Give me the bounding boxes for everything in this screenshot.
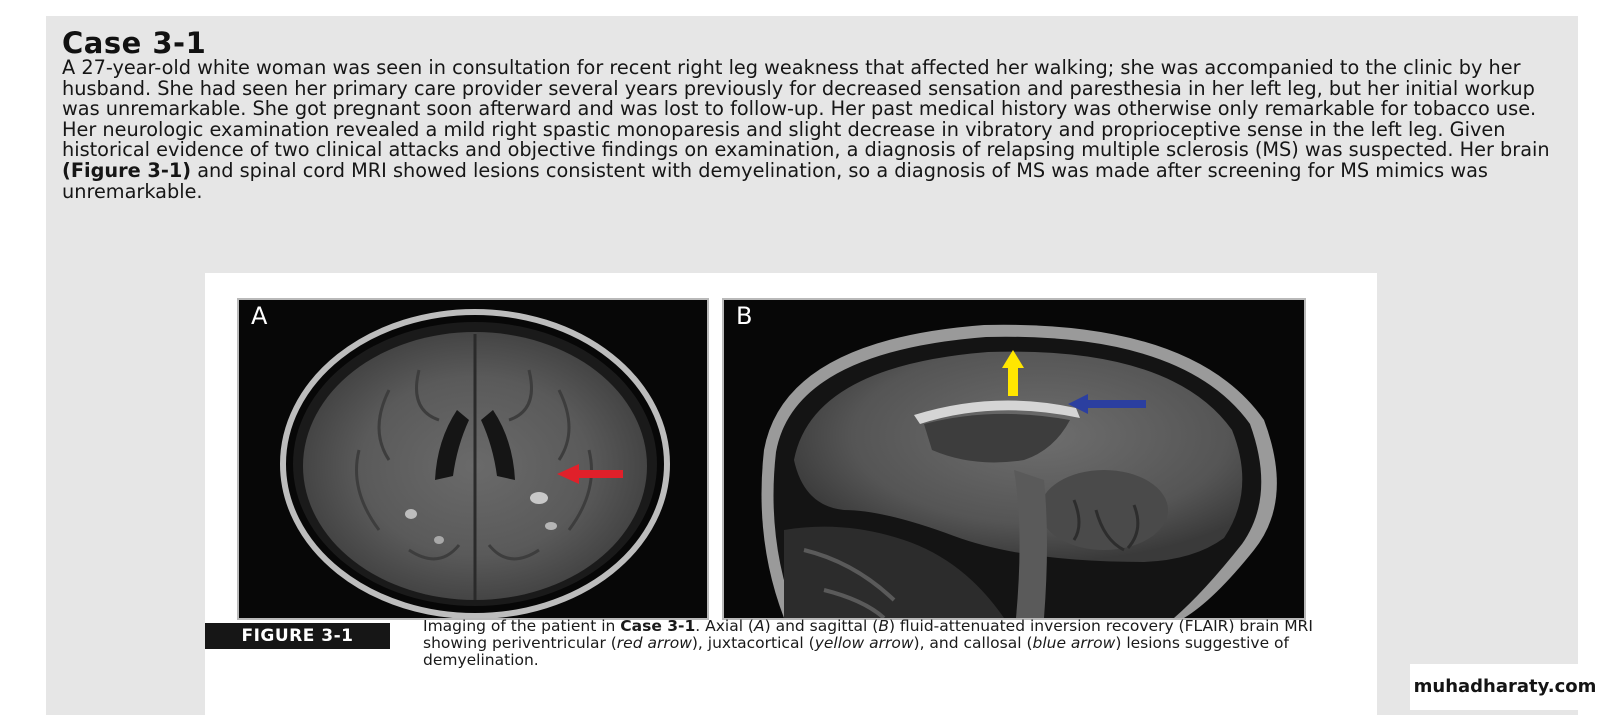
- case-description: [62, 58, 1562, 202]
- panel-a-label: A: [251, 302, 268, 330]
- caption-text: ), juxtacortical (: [691, 634, 815, 653]
- case-text-part2: and spinal cord MRI showed lesions consistent with demyelination, so a diagnosis of MS was made after screening for MS mimics was unremarkable.: [62, 158, 1488, 203]
- panel-b-label: B: [736, 302, 753, 330]
- caption-text: ), and callosal (: [913, 634, 1033, 653]
- caption-text: ) and sagittal (: [764, 617, 879, 635]
- caption-text: ) lesions suggestive of demyelination.: [423, 634, 1289, 670]
- axial-mri-image: [239, 300, 707, 618]
- caption-panel-ref: A: [753, 617, 765, 635]
- case-title: Case 3-1: [62, 26, 207, 60]
- figure-number-label: FIGURE 3-1: [205, 623, 390, 649]
- figure-reference-close: ): [182, 158, 192, 182]
- caption-red-arrow-ref: red arrow: [616, 634, 692, 653]
- caption-text: Imaging of the patient in: [423, 617, 621, 635]
- caption-yellow-arrow-ref: yellow arrow: [814, 634, 914, 653]
- caption-text: . Axial (: [695, 617, 754, 635]
- figure-caption: [423, 618, 1323, 670]
- caption-case-ref: Case 3-1: [620, 617, 696, 635]
- mri-axial-panel: [237, 298, 709, 620]
- caption-panel-ref: B: [878, 617, 889, 635]
- mri-sagittal-panel: [722, 298, 1306, 620]
- caption-blue-arrow-ref: blue arrow: [1032, 634, 1116, 653]
- figure-reference-open: (: [62, 158, 71, 182]
- case-text-part1: A 27-year-old white woman was seen in consultation for recent right leg weakness that affected her walking; she was accompanied to the clinic by her husband. She had seen her primary care provider several years previously for decreased sensation and paresthesia in her left leg, but her initial workup was unremarkable. She got pregnant soon afterward and was lost to follow-up. Her past medical history was otherwise only remarkable for tobacco use. Her neurologic examination revealed a mild right spastic monoparesis and slight decrease in vibratory and proprioceptive sense in the left leg. Given historical evidence of two clinical attacks and objective findings on examination, a diagnosis of relapsing multiple sclerosis (MS) was suspected. Her brain: [62, 56, 1550, 162]
- caption-text: ) fluid-attenuated inversion recovery (FLAIR) brain MRI showing periventricular (: [423, 617, 1313, 653]
- sagittal-mri-image: [724, 300, 1304, 618]
- figure-card: [205, 273, 1377, 715]
- figure-reference: Figure 3-1: [70, 158, 183, 182]
- watermark-logo: muhadharaty.com: [1410, 664, 1600, 710]
